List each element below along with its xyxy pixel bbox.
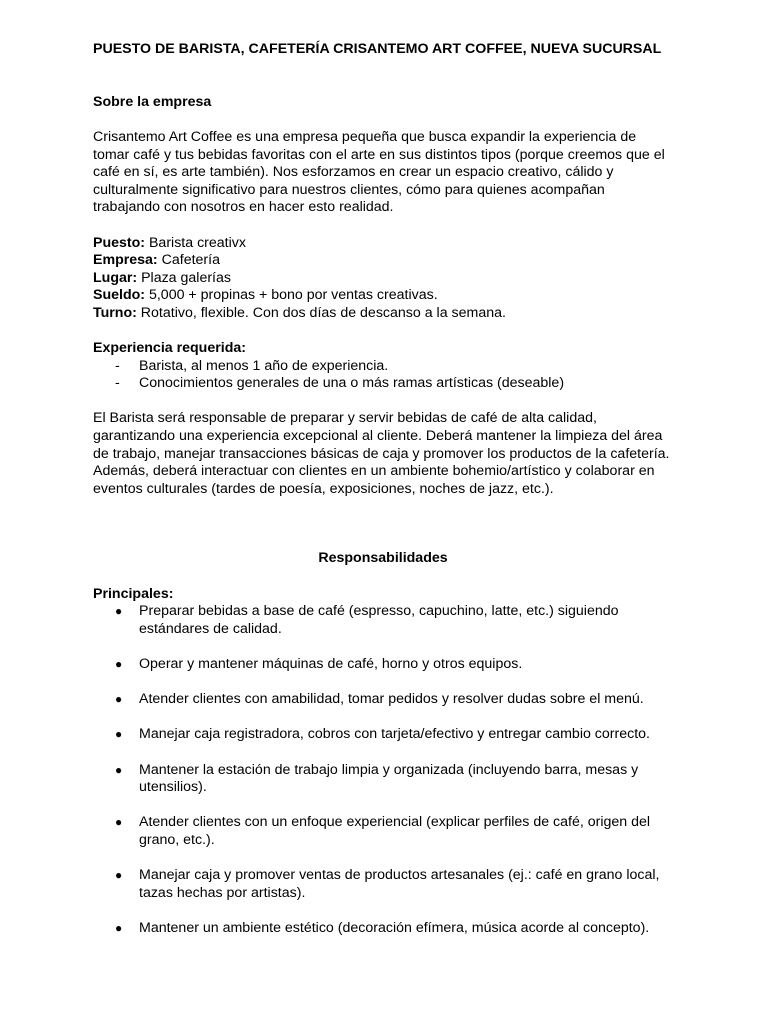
field-lugar <box>93 270 673 288</box>
field-value: Rotativo, flexible. Con dos días de descanso a la semana. <box>136 304 506 321</box>
list-item <box>93 656 673 674</box>
list-item <box>93 726 673 744</box>
list-item <box>93 867 673 902</box>
list-item-text: Operar y mantener máquinas de café, horno y otros equipos. <box>139 656 523 672</box>
list-item-text: Mantener un ambiente estético (decoración efímera, música acorde al concepto). <box>139 919 650 936</box>
bullet-marker: ● <box>115 657 123 671</box>
field-puesto <box>93 235 673 253</box>
field-label: Sueldo: <box>93 287 146 304</box>
list-item-text: Manejar caja y promover ventas de productos artesanales (ej.: café en grano local, tazas hechas por artistas). <box>139 867 660 901</box>
list-item-text: Atender clientes con un enfoque experiencial (explicar perfiles de café, origen del grano, etc.). <box>139 814 651 848</box>
experience-list <box>93 358 673 393</box>
principal-list <box>93 603 673 937</box>
field-empresa <box>93 252 673 270</box>
list-item <box>93 762 673 797</box>
bullet-marker: ● <box>115 604 123 619</box>
field-label: Lugar: <box>93 269 138 286</box>
bullet-marker: ● <box>115 920 123 935</box>
list-item <box>93 814 673 849</box>
description-paragraph: El Barista será responsable de preparar y servir bebidas de café de alta calidad, garantizando una experiencia excepcional al cliente. Deberá mantener la limpieza del área de trabajo, manejar transacciones básicas de caja y promover los productos de la cafetería. Además, deberá interactuar con clientes en un ambiente bohemio/artístico y colaborar en eventos culturales (tardes de poesía, exposiciones, noches de jazz, etc.). <box>93 410 670 497</box>
field-value: Barista creativx <box>145 234 246 251</box>
experience-heading: Experiencia requerida: <box>93 340 246 357</box>
principal-heading: Principales: <box>93 585 174 602</box>
document-title: PUESTO DE BARISTA, CAFETERÍA CRISANTEMO ART COFFEE, NUEVA SUCURSAL <box>93 41 662 57</box>
bullet-marker: ● <box>115 868 123 883</box>
job-fields <box>93 235 673 323</box>
field-label: Empresa: <box>93 252 158 269</box>
list-item-text: Conocimientos generales de una o más ramas artísticas (deseable) <box>139 375 565 392</box>
bullet-marker: ● <box>115 815 123 830</box>
list-item-text: Barista, al menos 1 año de experiencia. <box>139 357 389 374</box>
dash-marker: - <box>115 375 120 392</box>
list-item-text: Preparar bebidas a base de café (espresso, capuchino, latte, etc.) siguiendo estándares de calidad. <box>139 603 619 637</box>
about-heading: Sobre la empresa <box>93 93 212 110</box>
list-item-text: Manejar caja registradora, cobros con tarjeta/efectivo y entregar cambio correcto. <box>139 726 650 743</box>
list-item-text: Atender clientes con amabilidad, tomar pedidos y resolver dudas sobre el menú. <box>139 691 644 708</box>
document-page <box>93 41 673 955</box>
list-item <box>93 691 673 709</box>
dash-marker: - <box>115 357 120 374</box>
field-label: Turno: <box>93 304 137 321</box>
field-sueldo <box>93 287 673 305</box>
list-item <box>93 375 673 393</box>
field-turno <box>93 305 673 323</box>
list-item-text: Mantener la estación de trabajo limpia y organizada (incluyendo barra, mesas y utensilios). <box>139 761 639 796</box>
field-value: 5,000 + propinas + bono por ventas creativas. <box>145 287 438 304</box>
list-item <box>93 920 673 938</box>
about-paragraph: Crisantemo Art Coffee es una empresa pequeña que busca expandir la experiencia de tomar café y tus bebidas favoritas con el arte en sus distintos tipos (porque creemos que el café en sí, es arte también). Nos esforzamos en crear un espacio creativo, cálido y culturalmente significativo para nuestros clientes, cómo para quienes acompañan trabajando con nosotros en hacer esto realidad. <box>93 128 665 216</box>
field-value: Plaza galerías <box>137 269 231 286</box>
bullet-marker: ● <box>115 692 123 707</box>
responsibilities-heading: Responsabilidades <box>318 550 448 567</box>
field-label: Puesto: <box>93 234 146 251</box>
bullet-marker: ● <box>115 762 123 777</box>
field-value: Cafetería <box>157 252 220 269</box>
list-item <box>93 603 673 638</box>
list-item <box>93 358 673 376</box>
bullet-marker: ● <box>115 727 123 742</box>
